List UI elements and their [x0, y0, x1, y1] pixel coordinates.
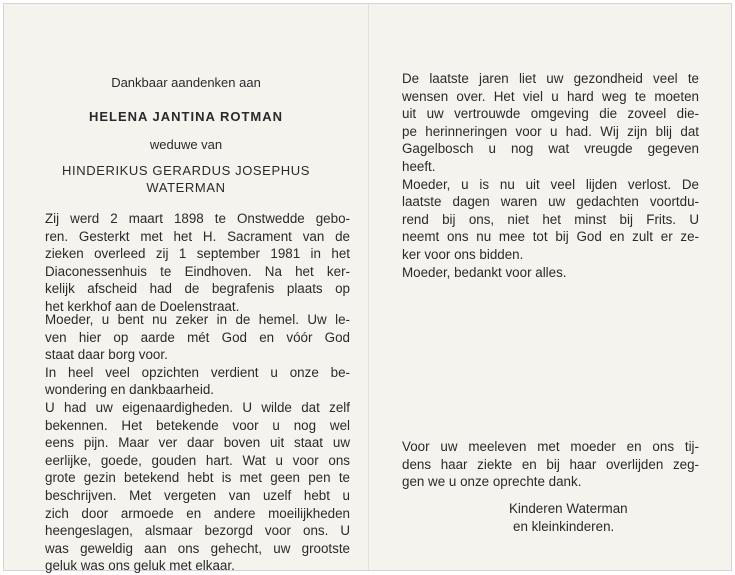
text-line: eens pijn. Maar ver daar boven uit staat uw: [45, 435, 350, 451]
text-line: heeft.: [402, 158, 436, 174]
text-line: laatste dagen waren uw gedachten voortdu-: [402, 194, 699, 210]
widow-of-text: weduwe van: [149, 137, 223, 152]
closing-paragraph: [402, 70, 699, 281]
text-line: U had uw eigenaardigheden. U wilde dat zelf: [45, 399, 350, 415]
memorial-card: [3, 3, 732, 574]
biography-paragraph: [45, 210, 350, 316]
tribute-paragraph: [45, 311, 350, 575]
text-line: neemt ons nu mee tot bij God en zult er ze-: [402, 229, 699, 245]
text-line: bekennen. Het betekende voor u nog wel: [45, 417, 350, 433]
text-line: ven hier op aarde mét God en vóór God: [45, 329, 350, 345]
text-line: staat daar borg voor.: [45, 347, 168, 363]
text-line: uit uw vertrouwde omgeving die zoveel die-: [402, 106, 699, 122]
husband-name-line-2: WATERMAN: [146, 180, 226, 195]
husband-name: [4, 162, 368, 196]
text-line: ker voor ons bidden.: [402, 246, 524, 262]
text-line: wondering en dankbaarheid.: [45, 382, 214, 398]
text-line: geluk was ons geluk met elkaar.: [45, 558, 235, 574]
text-line: Moeder, u is nu uit veel lijden verlost. De: [402, 176, 699, 192]
text-line: ren. Gesterkt met het H. Sacrament van de: [45, 228, 350, 244]
signature-line-2: en kleinkinderen.: [513, 518, 615, 534]
text-line: beschrijven. Met vergeten van uzelf hebt u: [45, 487, 350, 503]
text-line: rend bij ons, niet het minst bij Frits. U: [402, 211, 699, 227]
text-line: Diaconessenhuis te Eindhoven. Na het ker-: [45, 263, 350, 279]
right-panel: [369, 4, 731, 570]
text-line: eerlijke, goede, gouden hart. Wat u voor ons: [45, 452, 350, 468]
text-line: Moeder, bedankt voor alles.: [402, 264, 567, 280]
text-line: Gagelbosch u nog wat vreugde gegeven: [402, 141, 699, 157]
signature: [509, 500, 709, 535]
text-line: grote gezin betekend hebt is met geen pen te: [45, 470, 350, 486]
text-line: gen we u onze oprechte dank.: [402, 474, 582, 490]
text-line: heengeslagen, alsmaar bezorgd voor ons. U: [45, 523, 350, 539]
signature-line-1: Kinderen Waterman: [509, 501, 628, 516]
text-line: Voor uw meeleven met moeder en ons tij-: [402, 439, 699, 454]
text-line: De laatste jaren liet uw gezondheid veel te: [402, 71, 699, 86]
text-line: pe herinneringen voor u had. Wij zijn blij dat: [402, 123, 699, 139]
text-line: In heel veel opzichten verdient u onze be-: [45, 364, 350, 380]
text-line: Moeder, u bent nu zeker in de hemel. Uw le-: [45, 312, 350, 327]
text-line: Zij werd 2 maart 1898 te Onstwedde gebo-: [45, 211, 350, 226]
text-line: zich door armoede en andere moeilijkheden: [45, 505, 350, 521]
deceased-name: HELENA JANTINA ROTMAN: [88, 109, 284, 124]
text-line: zieken overleed zij 1 september 1981 in het: [45, 246, 350, 262]
text-line: het kerkhof aan de Doelenstraat.: [45, 298, 240, 314]
husband-name-line-1: HINDERIKUS GERARDUS JOSEPHUS: [62, 163, 310, 178]
text-line: wensen over. Het viel u hard weg te moeten: [402, 88, 699, 104]
thanks-paragraph: [402, 438, 699, 491]
text-line: kelijk afscheid had de begrafenis plaats op: [45, 281, 350, 297]
text-line: dens haar ziekte en bij haar overlijden zeg-: [402, 456, 699, 472]
intro-text: Dankbaar aandenken aan: [111, 75, 261, 90]
text-line: was geweldig aan ons gehecht, uw grootste: [45, 540, 350, 556]
left-panel: [4, 4, 368, 574]
